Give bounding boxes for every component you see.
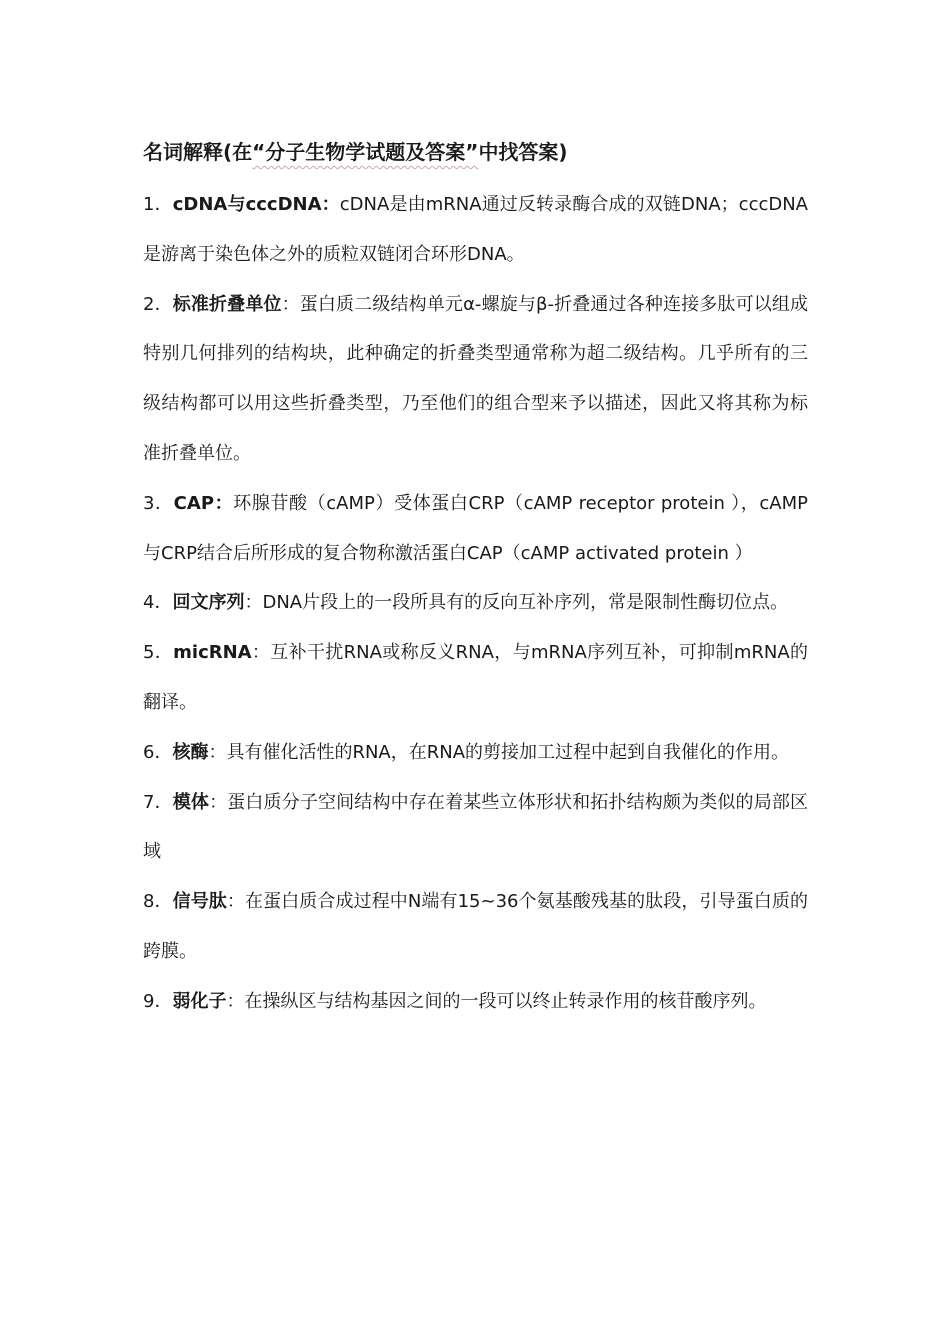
definition-entry-6 <box>143 728 808 778</box>
entry-number: 9． <box>143 990 173 1012</box>
entry-number: 8． <box>143 891 173 913</box>
entry-definition: ：在操纵区与结构基因之间的一段可以终止转录作用的核苷酸序列。 <box>226 990 767 1012</box>
entry-number: 1． <box>143 194 173 215</box>
page-title <box>143 134 568 170</box>
entry-term: 弱化子 <box>172 990 227 1012</box>
entry-number: 5． <box>143 642 174 664</box>
entry-definition: cDNA是由mRNA通过反转录酶合成的双链DNA；cccDNA是游离于染色体之外的质粒双链闭合环形DNA。 <box>143 194 808 265</box>
entry-term: 核酶 <box>172 741 209 763</box>
definition-entry-9 <box>143 977 808 1027</box>
entry-definition: ：蛋白质二级结构单元α-螺旋与β-折叠通过各种连接多肽可以组成特别几何排列的结构块，此种确定的折叠类型通常称为超二级结构。几乎所有的三级结构都可以用这些折叠类型，乃至他们的组合型来予以描述，因此又将其称为标准折叠单位。 <box>143 293 809 464</box>
entry-term: 模体 <box>172 791 210 813</box>
definition-list <box>143 180 808 1027</box>
entry-number: 7． <box>143 791 173 813</box>
entry-term: cDNA与cccDNA： <box>172 194 340 215</box>
entry-term: CAP： <box>173 492 234 514</box>
title-prefix: 名词解释(在 <box>143 140 253 164</box>
title-quoted-source: “分子生物学试题及答案” <box>252 140 479 164</box>
entry-term: 信号肽 <box>172 891 227 913</box>
entry-definition: ：DNA片段上的一段所具有的反向互补序列，常是限制性酶切位点。 <box>244 592 789 614</box>
entry-number: 2． <box>143 293 173 315</box>
definition-entry-8 <box>143 877 808 977</box>
entry-term: 回文序列 <box>172 592 245 614</box>
entry-definition: 环腺苷酸（cAMP）受体蛋白CRP（cAMP receptor protein ），cAMP与CRP结合后所形成的复合物称激活蛋白CAP（cAMP activated protein ） <box>143 492 808 564</box>
entry-number: 4． <box>143 592 173 614</box>
definition-entry-1 <box>143 180 808 280</box>
definition-entry-3 <box>143 479 808 579</box>
definition-entry-5 <box>143 628 808 728</box>
entry-definition: ：互补干扰RNA或称反义RNA，与mRNA序列互补，可抑制mRNA的翻译。 <box>143 642 808 713</box>
definition-entry-7 <box>143 778 808 878</box>
entry-term: 标准折叠单位 <box>172 293 282 315</box>
entry-definition: ：在蛋白质合成过程中N端有15~36个氨基酸残基的肽段，引导蛋白质的跨膜。 <box>143 891 808 962</box>
entry-number: 3． <box>143 492 174 514</box>
entry-definition: ：具有催化活性的RNA，在RNA的剪接加工过程中起到自我催化的作用。 <box>208 741 790 763</box>
definition-entry-2 <box>143 280 808 479</box>
entry-number: 6． <box>143 741 173 763</box>
entry-term: micRNA <box>173 642 252 664</box>
title-suffix: 中找答案) <box>478 140 568 164</box>
definition-entry-4 <box>143 578 808 628</box>
entry-definition: ：蛋白质分子空间结构中存在着某些立体形状和拓扑结构颇为类似的局部区域 <box>143 791 809 863</box>
